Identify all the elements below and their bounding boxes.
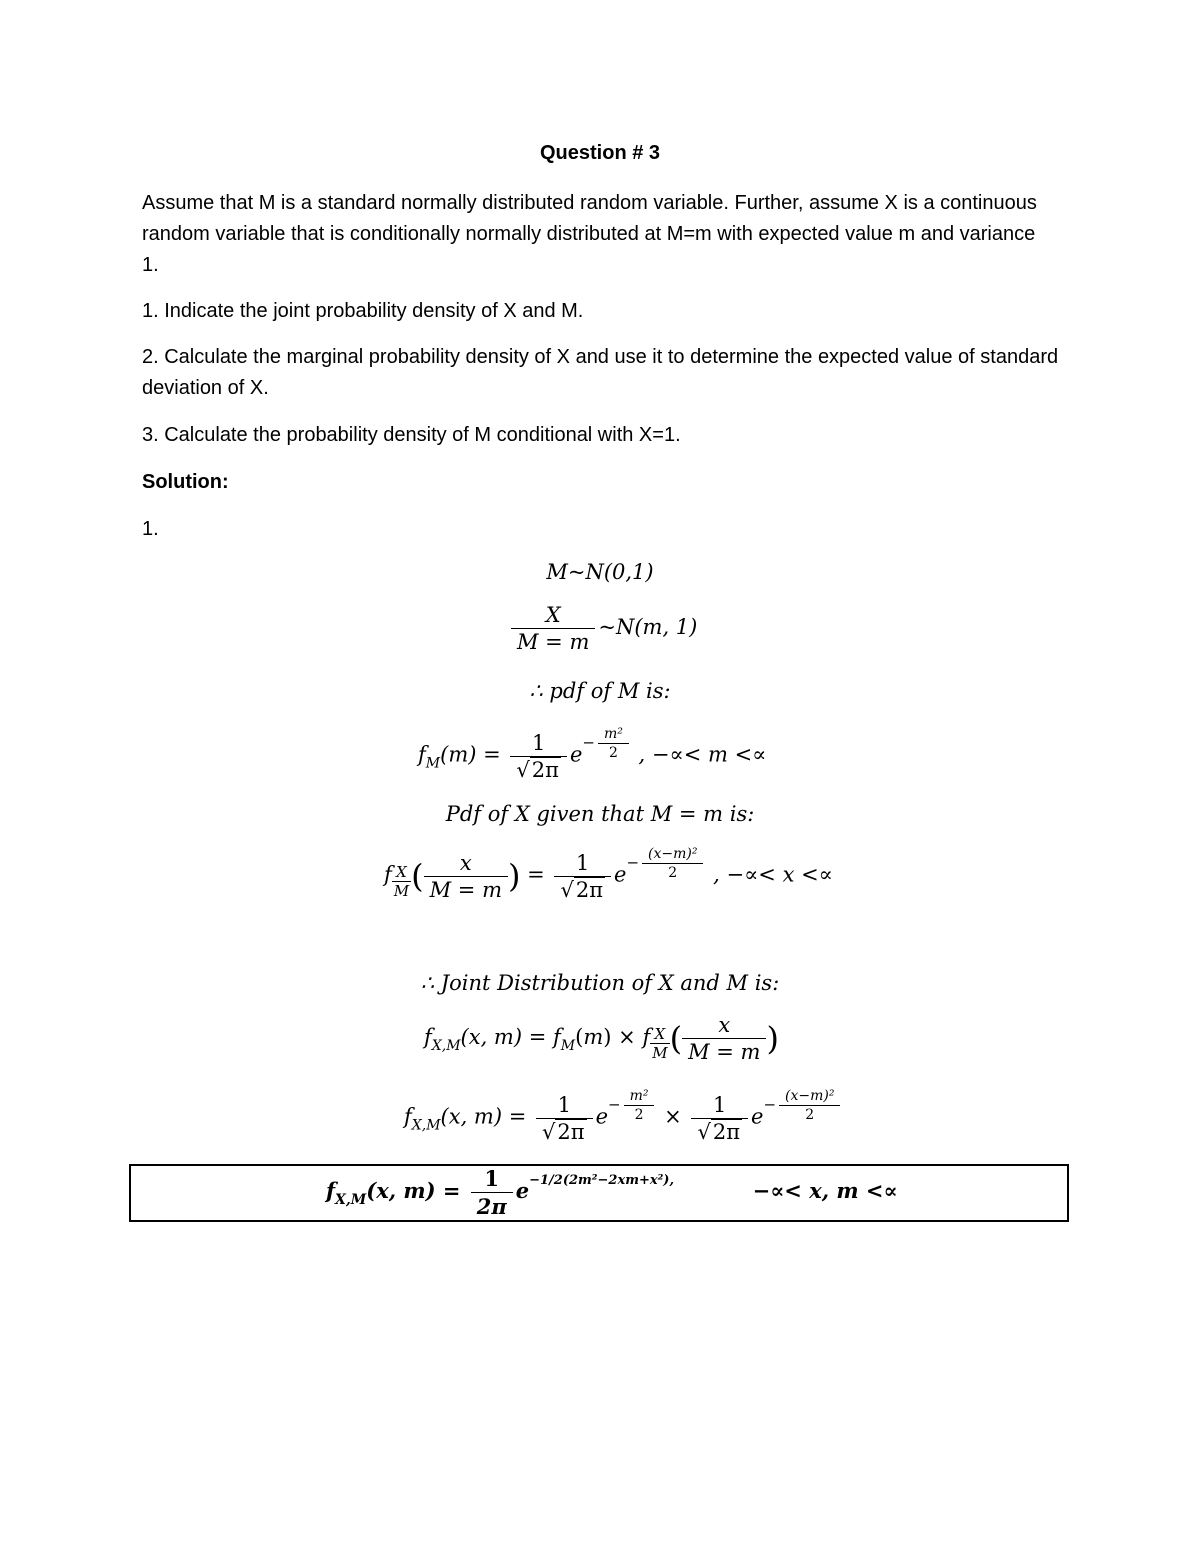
pdf-m-equation: $f_M(m)$ = $\frac{1}{√2\pi}$ e− $\frac{\text{m²}}{2}$ , −∝< m <∝ xyxy=(418,726,767,782)
fraction-numerator: 1 xyxy=(536,1093,593,1119)
problem-statement: Assume that M is a standard normally distributed random variable. Further, assume X is a continuous random variable that is conditionally normally distributed at M=m with expected value m and variance 1. xyxy=(142,192,1037,276)
function-symbol: f xyxy=(326,1178,336,1203)
exponent-numerator: (x−m)² xyxy=(642,846,703,864)
joint-product-equation: $f_{X,M}(x$, $m) = f_M(m) \times f$ $\frac{X}{M}$ ( $\frac{x}{M = m}$ ) xyxy=(424,1013,779,1064)
exponential-base: e xyxy=(595,1104,608,1129)
times-sign: × xyxy=(664,1104,682,1129)
normalizing-fraction xyxy=(536,1093,593,1144)
subscript-denominator: M xyxy=(393,881,410,900)
sqrt-argument: 2π xyxy=(575,877,603,902)
exponential-base: e xyxy=(569,742,583,767)
question-title: Question # 3 xyxy=(539,142,661,164)
pdf-of-m-heading: ∴ pdf of M is: xyxy=(529,679,671,703)
function-symbol: f xyxy=(553,1025,561,1049)
function-argument: (m) = xyxy=(440,742,501,767)
exponent-numerator: (x−m)² xyxy=(779,1088,840,1106)
function-subscript: M xyxy=(425,755,441,772)
question-2: 2. Calculate the marginal probability density of X and use it to determine the expected value of standard deviation of X. xyxy=(142,346,1059,399)
function-subscript: X,M xyxy=(335,1192,367,1208)
function-symbol: f xyxy=(384,862,392,887)
fraction-numerator: 1 xyxy=(471,1166,513,1193)
argument-denominator: M = m xyxy=(688,1040,761,1064)
conditional-pdf-range: , −∝< x <∝ xyxy=(713,862,833,887)
exponent-fraction xyxy=(624,1088,655,1123)
argument-numerator: x xyxy=(682,1013,766,1039)
fraction-numerator: X xyxy=(511,603,595,629)
pdf-m-range: , −∝< m <∝ xyxy=(638,742,767,767)
exponent-denominator: 2 xyxy=(634,1107,644,1123)
fraction-numerator: 1 xyxy=(554,851,611,877)
normalizing-fraction xyxy=(554,851,611,902)
pdf-of-x-given-m-heading: Pdf of X given that M = m is: xyxy=(445,802,755,826)
fraction-denominator: M = m xyxy=(517,630,590,654)
conditional-dist-text: ~N(m, 1) xyxy=(598,615,698,639)
exponent-fraction xyxy=(642,846,703,881)
final-normalizing-fraction xyxy=(471,1166,513,1219)
argument-fraction xyxy=(682,1013,766,1064)
subscript-denominator: M xyxy=(652,1044,668,1062)
solution-label: Solution: xyxy=(142,471,229,493)
conditional-pdf-equation: f $\frac{X}{M}$ ( $\frac{x}{M = m}$ ) = $\frac{1}{√2\pi}$ e− $\frac{\text{(x−m)²}}{2}$ , −∝< x <∝ xyxy=(384,846,833,902)
exponent-numerator: m² xyxy=(598,726,629,744)
fraction-denominator: 2π xyxy=(476,1194,507,1219)
argument-fraction xyxy=(424,851,508,902)
fraction-denominator: √2π xyxy=(516,757,559,782)
exponent-body: (2m²−2xm+x²) xyxy=(562,1173,670,1188)
argument-numerator: x xyxy=(424,851,508,877)
function-subscript-fraction xyxy=(392,863,411,900)
fraction-denominator: √2π xyxy=(697,1119,741,1144)
function-subscript: X,M xyxy=(411,1117,441,1134)
function-argument: (x, m) = xyxy=(440,1104,527,1129)
exponent-denominator: 2 xyxy=(608,745,618,761)
argument-denominator: M = m xyxy=(429,877,502,902)
sqrt-argument: 2π xyxy=(531,757,559,782)
exponent-numerator: m² xyxy=(624,1088,655,1106)
exponential-base: e xyxy=(614,862,627,887)
normalizing-fraction xyxy=(510,731,567,782)
function-symbol: f xyxy=(404,1104,412,1129)
exponent-fraction xyxy=(779,1088,840,1123)
function-subscript: M xyxy=(560,1038,576,1054)
subscript-numerator: X xyxy=(650,1025,669,1044)
function-symbol: f xyxy=(642,1025,651,1049)
conditional-fraction xyxy=(511,603,595,654)
m-distribution-equation: M~N(0,1) xyxy=(546,560,654,584)
exponential-base: e xyxy=(515,1178,530,1203)
final-answer-range: −∝< x, m <∝ xyxy=(752,1178,898,1203)
exponent-denominator: 2 xyxy=(668,865,678,881)
subscript-numerator: X xyxy=(392,863,411,882)
function-argument: (x, m) = xyxy=(366,1178,461,1203)
question-3: 3. Calculate the probability density of M conditional with X=1. xyxy=(142,424,681,446)
fraction-denominator: √2π xyxy=(560,877,603,902)
joint-distribution-heading: ∴ Joint Distribution of X and M is: xyxy=(420,971,780,995)
function-argument: (x, m) = xyxy=(460,1025,547,1049)
fraction-numerator: 1 xyxy=(691,1093,748,1119)
final-answer-equation: $f_{X,M}(x$, m) = $\frac{1}{2\pi}$ $e^{-1/2(2m^2-2xm+x^2),}$ −∝< x, m <∝ xyxy=(326,1166,898,1219)
function-symbol: f xyxy=(424,1025,432,1049)
function-subscript-fraction xyxy=(650,1025,669,1062)
normalizing-fraction xyxy=(691,1093,748,1144)
function-symbol: f xyxy=(418,742,426,767)
exponent-denominator: 2 xyxy=(805,1107,815,1123)
sqrt-argument: 2π xyxy=(557,1119,585,1144)
question-1: 1. Indicate the joint probability density of X and M. xyxy=(142,300,584,322)
fraction-numerator: 1 xyxy=(510,731,567,757)
part-1-label: 1. xyxy=(142,518,159,540)
conditional-distribution-equation xyxy=(508,603,697,654)
function-subscript: X,M xyxy=(431,1038,461,1054)
joint-expanded-equation: $f_{X,M}(x$, m) = $\frac{1}{√2\pi}$ e− $\frac{\text{m²}}{2}$ × $\frac{1}{√2\pi}$ e− $\frac{\text{(x−m)²}}{2}$ xyxy=(404,1088,843,1144)
exponent-fraction xyxy=(598,726,629,761)
times-sign: × xyxy=(618,1025,636,1049)
exponent-half: 1/2 xyxy=(540,1173,563,1188)
sqrt-argument: 2π xyxy=(712,1119,741,1144)
fraction-denominator: √2π xyxy=(542,1119,585,1144)
exponential-base: e xyxy=(751,1104,764,1129)
